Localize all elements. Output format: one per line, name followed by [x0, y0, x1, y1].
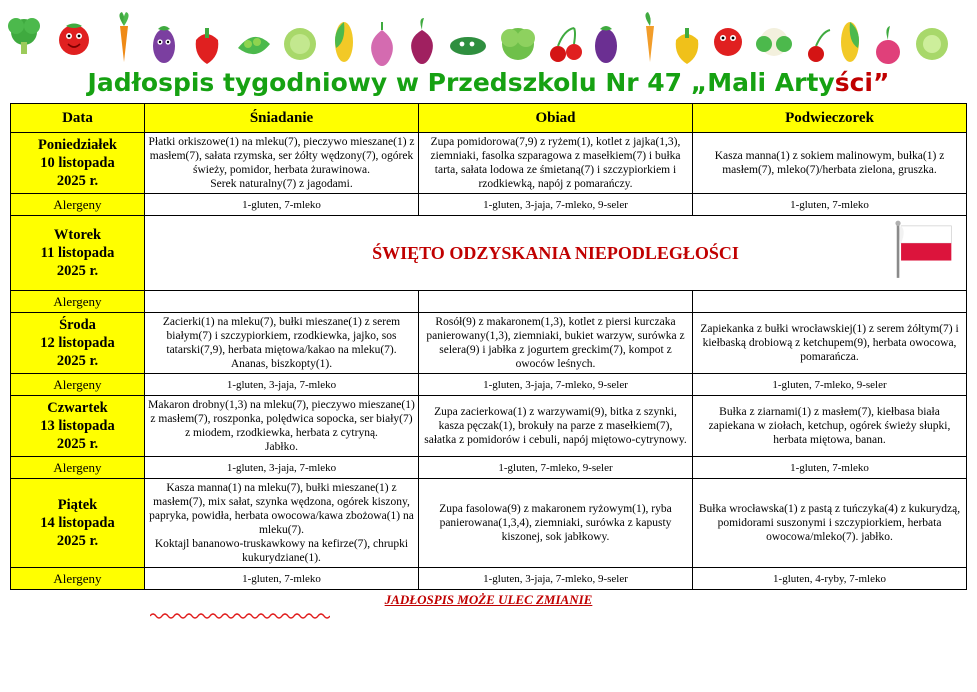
vegetable-banner	[0, 0, 977, 66]
snack-cell-thursday: Bułka z ziarnami(1) z masłem(7), kiełbasa biała zapiekana w ziołach, ketchup, ogórek świeży słupki, herbata miętowa, banan.	[693, 396, 967, 457]
snack-cell-monday: Kasza manna(1) z sokiem malinowym, bułka(1) z masłem(7), mleko(7)/herbata zielona, gruszka.	[693, 133, 967, 194]
allergen-row-monday	[11, 194, 967, 216]
breakfast-cell-friday: Kasza manna(1) na mleku(7), bułki mieszane(1) z masłem(7), mix sałat, szynka wędzona, ogórek kiszony, papryka, powidła, herbata owocowa/kawa zbożowa(1) na mleku(7). Koktajl bananowo-truskawkowy na kefirze(7), chrupki kukurydziane(1).	[145, 479, 419, 568]
holiday-text: ŚWIĘTO ODZYSKANIA NIEPODLEGŁOŚCI	[372, 242, 739, 263]
allergens-breakfast-monday: 1-gluten, 7-mleko	[145, 194, 419, 216]
allergens-dinner-wednesday: 1-gluten, 3-jaja, 7-mleko, 9-seler	[419, 374, 693, 396]
snack-cell-friday: Bułka wrocławska(1) z pastą z tuńczyka(4) z kukurydzą, pomidorami suszonymi i szczypiorkiem, herbata owocowa/mleko(7). jabłko.	[693, 479, 967, 568]
column-header-snack: Podwieczorek	[693, 104, 967, 133]
polish-flag-icon	[882, 220, 960, 282]
allergen-row-tuesday	[11, 291, 967, 313]
dinner-cell-friday: Zupa fasolowa(9) z makaronem ryżowym(1), ryba panierowana(1,3,4), ziemniaki, surówka z kapusty kiszonej, sok jabłkowy.	[419, 479, 693, 568]
page-title	[0, 68, 977, 97]
day-cell-monday: Poniedziałek 10 listopada 2025 r.	[11, 133, 145, 194]
allergens-snack-monday: 1-gluten, 7-mleko	[693, 194, 967, 216]
allergen-label-monday: Alergeny	[11, 194, 145, 216]
allergens-dinner-tuesday	[419, 291, 693, 313]
allergen-label-friday: Alergeny	[11, 568, 145, 590]
table-row-thursday	[11, 396, 967, 457]
column-header-dinner: Obiad	[419, 104, 693, 133]
footer-note: JADŁOSPIS MOŻE ULEC ZMIANIE	[384, 592, 593, 608]
table-row-tuesday	[11, 216, 967, 291]
breakfast-cell-monday: Płatki orkiszowe(1) na mleku(7), pieczywo mieszane(1) z masłem(7), sałata rzymska, ser żółty wędzony(7), ogórek świeży, pomidor, herbata żurawinowa. Serek naturalny(7) z jagodami.	[145, 133, 419, 194]
breakfast-cell-thursday: Makaron drobny(1,3) na mleku(7), pieczywo mieszane(1) z masłem(7), roszponka, polędwica sopocka, ser biały(7) z miodem, rzodkiewka, herbata z cytryną. Jabłko.	[145, 396, 419, 457]
weekly-menu-table	[10, 103, 967, 590]
column-header-date: Data	[11, 104, 145, 133]
table-row-wednesday	[11, 313, 967, 374]
allergens-breakfast-tuesday	[145, 291, 419, 313]
page-title-main: Jadłospis tygodniowy w Przedszkolu Nr 47 „Mali Arty	[87, 68, 835, 97]
allergens-snack-thursday: 1-gluten, 7-mleko	[693, 457, 967, 479]
day-cell-friday: Piątek 14 listopada 2025 r.	[11, 479, 145, 568]
allergens-breakfast-thursday: 1-gluten, 3-jaja, 7-mleko	[145, 457, 419, 479]
page-title-accent: ści”	[834, 68, 890, 97]
allergen-row-wednesday	[11, 374, 967, 396]
breakfast-cell-wednesday: Zacierki(1) na mleku(7), bułki mieszane(1) z serem białym(7) i szczypiorkiem, rzodkiewka, jajko, sos tatarski(7,9), herbata miętowa/kakao na mleku(7). Ananas, biszkopty(1).	[145, 313, 419, 374]
allergens-dinner-thursday: 1-gluten, 7-mleko, 9-seler	[419, 457, 693, 479]
allergen-label-thursday: Alergeny	[11, 457, 145, 479]
dinner-cell-monday: Zupa pomidorowa(7,9) z ryżem(1), kotlet z jajka(1,3), ziemniaki, fasolka szparagowa z masełkiem(7) i bułka tarta, sałata lodowa ze śmietaną(7) i szczypiorkiem i rzodkiewką, napój z pomarańczy.	[419, 133, 693, 194]
allergen-label-tuesday: Alergeny	[11, 291, 145, 313]
day-cell-tuesday: Wtorek 11 listopada 2025 r.	[11, 216, 145, 291]
day-cell-wednesday: Środa 12 listopada 2025 r.	[11, 313, 145, 374]
spellcheck-underline	[150, 611, 330, 619]
allergen-row-friday	[11, 568, 967, 590]
holiday-cell-tuesday	[145, 216, 967, 291]
dinner-cell-thursday: Zupa zacierkowa(1) z warzywami(9), bitka z szynki, kasza pęczak(1), brokuły na parze z masełkiem(7), sałatka z pomidorów i cebuli, napój miętowo-cytrynowy.	[419, 396, 693, 457]
allergens-snack-friday: 1-gluten, 4-ryby, 7-mleko	[693, 568, 967, 590]
allergens-snack-wednesday: 1-gluten, 7-mleko, 9-seler	[693, 374, 967, 396]
allergen-row-thursday	[11, 457, 967, 479]
allergens-dinner-friday: 1-gluten, 3-jaja, 7-mleko, 9-seler	[419, 568, 693, 590]
table-row-monday	[11, 133, 967, 194]
allergens-snack-tuesday	[693, 291, 967, 313]
table-row-friday	[11, 479, 967, 568]
vegetables-illustration	[0, 0, 977, 66]
allergens-dinner-monday: 1-gluten, 3-jaja, 7-mleko, 9-seler	[419, 194, 693, 216]
allergens-breakfast-wednesday: 1-gluten, 3-jaja, 7-mleko	[145, 374, 419, 396]
dinner-cell-wednesday: Rosół(9) z makaronem(1,3), kotlet z piersi kurczaka panierowany(1,3), ziemniaki, bukiet warzyw, surówka z selera(9) i jabłka z jogurtem greckim(7), kompot z owoców leśnych.	[419, 313, 693, 374]
table-header-row	[11, 104, 967, 133]
day-cell-thursday: Czwartek 13 listopada 2025 r.	[11, 396, 145, 457]
allergens-breakfast-friday: 1-gluten, 7-mleko	[145, 568, 419, 590]
column-header-breakfast: Śniadanie	[145, 104, 419, 133]
allergen-label-wednesday: Alergeny	[11, 374, 145, 396]
snack-cell-wednesday: Zapiekanka z bułki wrocławskiej(1) z serem żółtym(7) i kiełbaską drobiową z ketchupem(9), herbata owocowa, pomarańcza.	[693, 313, 967, 374]
